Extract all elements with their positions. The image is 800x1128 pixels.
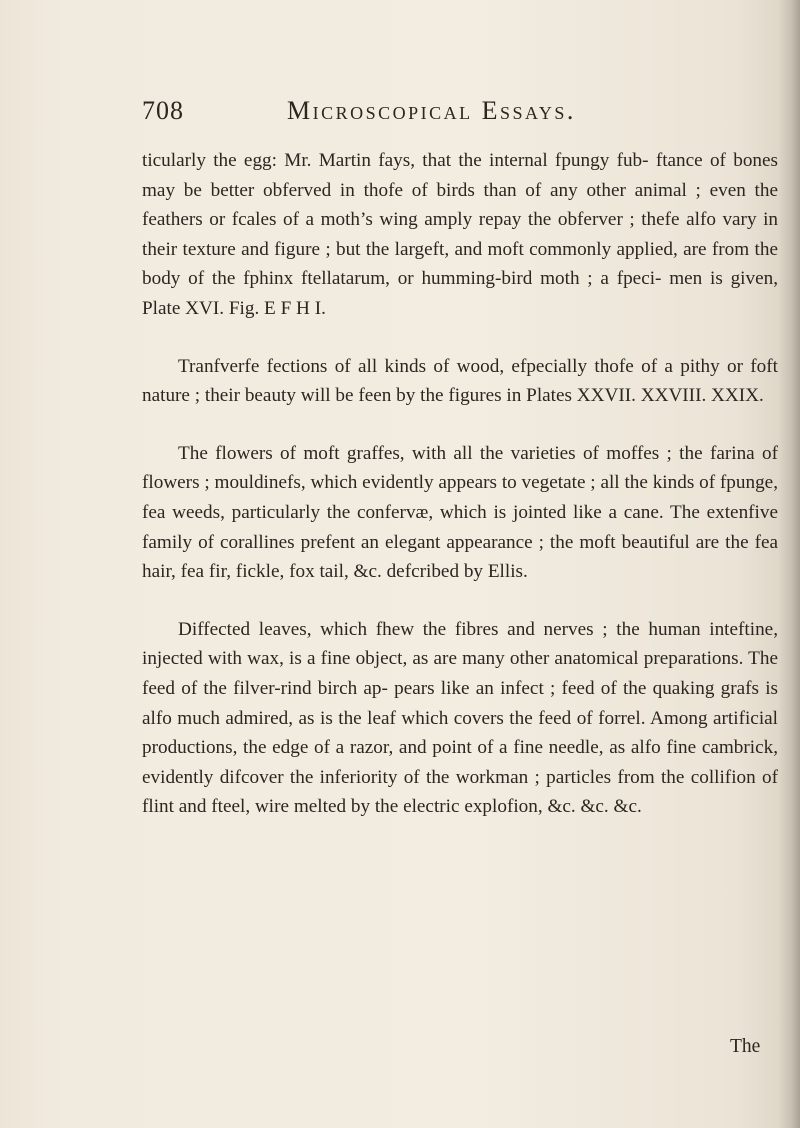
paragraph-1: ticularly the egg: Mr. Martin fays, that the internal fpungy fub- ftance of bones may be better obferved in thofe of birds than of any other animal ; even the feathers or fcales of a moth’s wing amply repay the obferver ; thefe alfo vary in their texture and figure ; but the largeft, and moft commonly applied, are from the body of the fphinx ftellatarum, or humming-bird moth ; a fpeci- men is given, Plate XVI. Fig. E F H I. bbox=[142, 150, 778, 319]
running-head: Microscopical Essays. bbox=[287, 96, 576, 125]
paragraph-2: Tranfverfe fections of all kinds of wood, efpecially thofe of a pithy or foft nature ; their beauty will be feen by the figures in Plates XXVII. XXVIII. XXIX. bbox=[142, 355, 778, 407]
page-number: 708 bbox=[142, 96, 184, 125]
page-edge-shadow bbox=[778, 0, 800, 1128]
body-text bbox=[142, 146, 778, 850]
paragraph-4: Diffected leaves, which fhew the fibres and nerves ; the human inteftine, injected with wax, is a fine object, as are many other anatomical preparations. The feed of the filver-rind birch ap- pears like an infect ; feed of the quaking grafs is alfo much admired, as is the leaf which covers the feed of forrel. Among artificial productions, the edge of a razor, and point of a fine needle, as alfo fine cambrick, evidently difcover the inferiority of the workman ; particles from the collifion of flint and fteel, wire melted by the electric explofion, &c. &c. &c. bbox=[142, 618, 778, 818]
paragraph-3: The flowers of moft graffes, with all the varieties of moffes ; the farina of flowers ; mouldinefs, which evidently appears to vegetate ; all the kinds of fpunge, fea weeds, particularly the confervæ, which is jointed like a cane. The extenfive family of corallines prefent an elegant appearance ; the moft beautiful are the fea hair, fea fir, fickle, fox tail, &c. defcribed by Ellis. bbox=[142, 442, 778, 583]
catchword: The bbox=[730, 1036, 761, 1057]
page-header bbox=[142, 96, 576, 132]
